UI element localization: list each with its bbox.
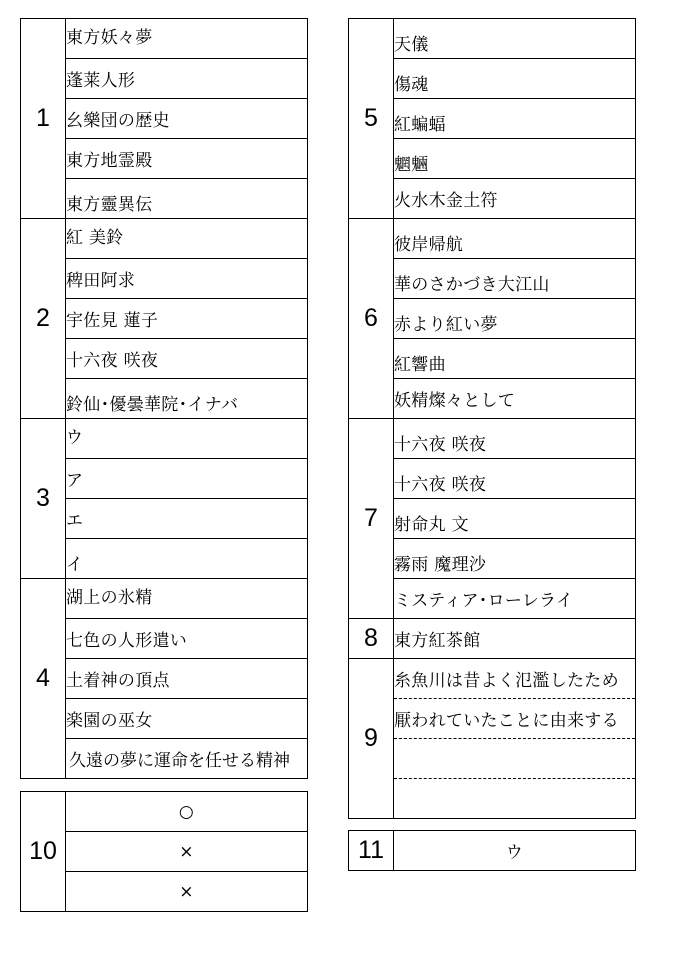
answer-line: 糸魚川は昔よく氾濫したため [394,659,636,699]
question-number: 4 [21,579,66,779]
answer-cell: 蓬莱人形 [66,59,308,99]
answer-cell: ア [66,459,308,499]
answer-cell: ウ [66,419,308,459]
answer-line: 厭われていたことに由来する [394,699,636,739]
answer-cell: 十六夜 咲夜 [394,459,636,499]
answer-cell: イ [66,539,308,579]
answer-cell: 火水木金土符 [394,179,636,219]
answer-cell: 華のさかづき大江山 [394,259,636,299]
answer-cell: × [66,832,308,872]
answer-cell: 天儀 [394,19,636,59]
answer-line [394,779,636,819]
answer-block-9 [348,658,636,819]
answer-cell: 七色の人形遣い [66,619,308,659]
answer-block-11 [348,830,636,871]
answer-cell: × [66,872,308,912]
question-number: 11 [349,831,394,871]
answer-cell: 東方妖々夢 [66,19,308,59]
answer-cell: 魍魎 [394,139,636,179]
answer-cell: 東方地霊殿 [66,139,308,179]
answer-block-8 [348,618,636,659]
answer-cell: 楽園の巫女 [66,699,308,739]
question-number: 2 [21,219,66,419]
answer-block-4 [20,578,308,779]
answer-block-10 [20,791,308,912]
answer-cell: 赤より紅い夢 [394,299,636,339]
answer-block-2 [20,218,308,419]
answer-cell: 湖上の氷精 [66,579,308,619]
question-number: 1 [21,19,66,219]
answer-cell: 射命丸 文 [394,499,636,539]
answer-cell: 久遠の夢に運命を任せる精神 [66,739,308,779]
answer-cell: 鈴仙･優曇華院･イナバ [66,379,308,419]
question-number: 7 [349,419,394,619]
answer-block-6 [348,218,636,419]
answer-cell: ミスティア･ローレライ [394,579,636,619]
answer-block-1 [20,18,308,219]
answer-cell: 土着神の頂点 [66,659,308,699]
answer-cell: 宇佐見 蓮子 [66,299,308,339]
answer-cell: 幺樂団の歴史 [66,99,308,139]
question-number: 10 [21,792,66,912]
answer-cell: 霧雨 魔理沙 [394,539,636,579]
answer-cell: 東方紅茶館 [394,619,636,659]
answer-line [394,739,636,779]
question-number: 5 [349,19,394,219]
answer-cell: 傷魂 [394,59,636,99]
answer-cell: 十六夜 咲夜 [394,419,636,459]
answer-cell: 妖精燦々として [394,379,636,419]
answer-cell: ウ [394,831,636,871]
answer-cell: ○ [66,792,308,832]
answer-cell: 紅 美鈴 [66,219,308,259]
answer-block-5 [348,18,636,219]
question-number: 6 [349,219,394,419]
answer-block-3 [20,418,308,579]
answer-cell: 紅響曲 [394,339,636,379]
question-number: 9 [349,659,394,819]
answer-cell: 十六夜 咲夜 [66,339,308,379]
answer-cell: エ [66,499,308,539]
question-number: 8 [349,619,394,659]
answer-cell: 紅蝙蝠 [394,99,636,139]
answer-cell: 彼岸帰航 [394,219,636,259]
answer-block-7 [348,418,636,619]
answer-cell: 稗田阿求 [66,259,308,299]
question-number: 3 [21,419,66,579]
answer-cell: 東方靈異伝 [66,179,308,219]
